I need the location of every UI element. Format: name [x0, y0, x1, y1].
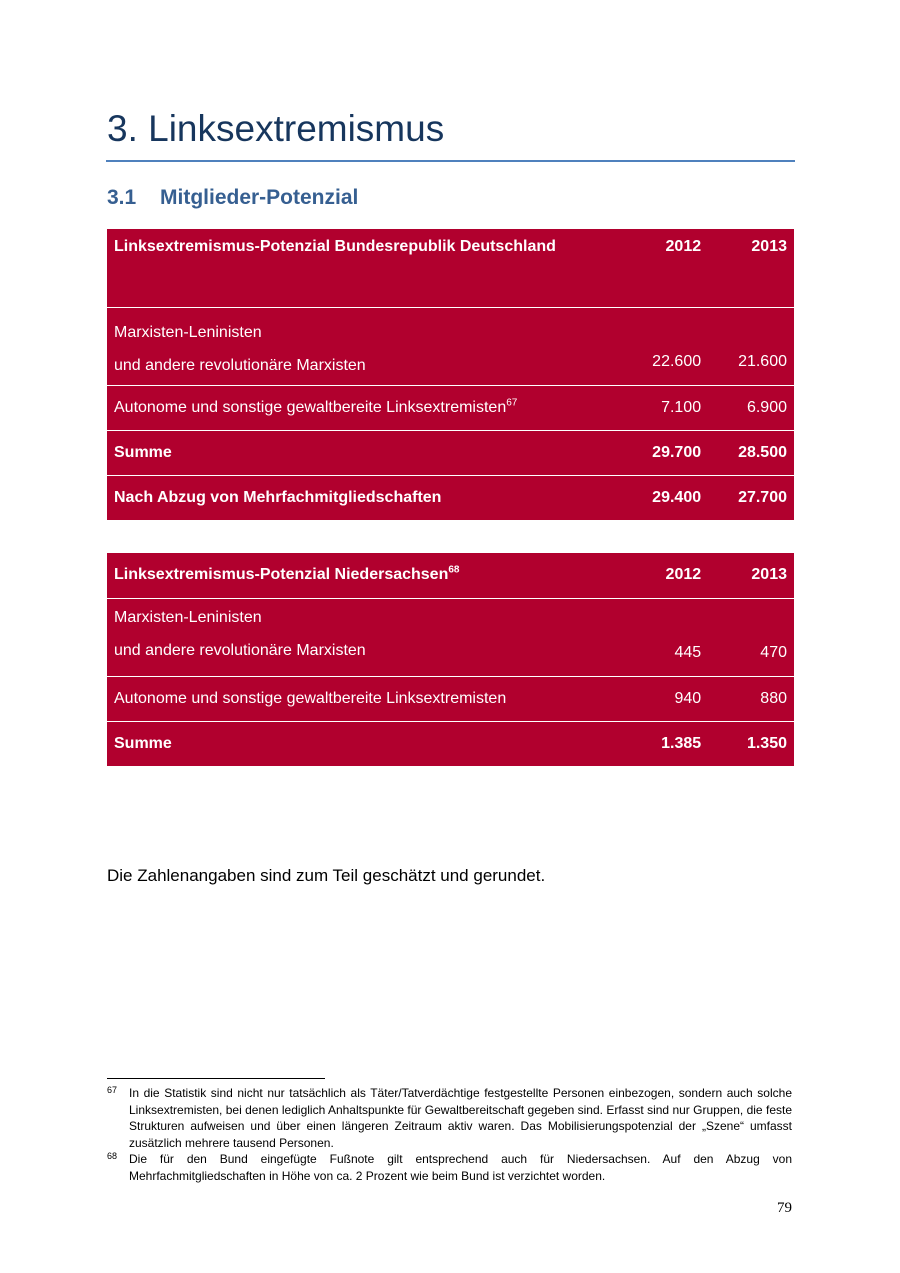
- footnote-rule: [107, 1078, 325, 1079]
- value-2013: 470: [708, 598, 794, 676]
- row-label: [107, 307, 622, 385]
- value-2013: 28.500: [708, 430, 794, 475]
- row-label-line1: Marxisten-Leninisten: [114, 608, 262, 626]
- header-label: [107, 553, 622, 598]
- value-2012: 7.100: [622, 385, 708, 430]
- row-label: Summe: [107, 721, 622, 766]
- row-label: Autonome und sonstige gewaltbereite Linksextremisten: [107, 676, 622, 721]
- value-2013: 27.700: [708, 475, 794, 520]
- header-year-2013: 2013: [751, 238, 787, 255]
- value-2013: 1.350: [708, 721, 794, 766]
- header-year-2012: 2012: [665, 238, 702, 255]
- table-niedersachsen: [107, 553, 794, 766]
- header-year-2013: 2013: [751, 566, 787, 584]
- chapter-rule: [106, 160, 795, 162]
- value-2012: 22.600: [622, 307, 708, 385]
- row-label-line2: und andere revolutionäre Marxisten: [114, 641, 366, 659]
- value-2012: 1.385: [622, 721, 708, 766]
- section-title: [107, 186, 358, 210]
- table-row: [107, 307, 794, 385]
- remark-text: Die Zahlenangaben sind zum Teil geschätzt und gerundet.: [107, 866, 546, 885]
- chapter-title: 3. Linksextremismus: [107, 108, 445, 149]
- value-2012: 29.400: [622, 475, 708, 520]
- row-label: Nach Abzug von Mehrfachmitgliedschaften: [107, 475, 622, 520]
- value-2012: 445: [622, 598, 708, 676]
- page-number: 79: [777, 1200, 792, 1216]
- table-row: [107, 475, 794, 520]
- row-label: Summe: [107, 430, 622, 475]
- value-2013: 6.900: [708, 385, 794, 430]
- header-year-2012: 2012: [665, 566, 702, 584]
- header-label: Linksextremismus-Potenzial Bundesrepublik Deutschland: [114, 238, 556, 255]
- footnote-number: 68: [107, 1151, 118, 1161]
- table-row: [107, 721, 794, 766]
- table-row: [107, 676, 794, 721]
- footnote-text: Die für den Bund eingefügte Fußnote gilt entsprechend auch für Niedersachsen. Auf den Abzug von Mehrfachmitgliedschaften in Höhe von ca. 2 Prozent wie beim Bund ist verzichtet worden.: [129, 1152, 792, 1183]
- section-title-text: Mitglieder-Potenzial: [160, 186, 359, 209]
- table-header-row: [107, 553, 794, 598]
- footnote-ref-67[interactable]: 67: [506, 397, 518, 409]
- value-2013: 880: [708, 676, 794, 721]
- section-number: 3.1: [107, 186, 137, 209]
- table-header-row: [107, 229, 794, 307]
- row-label: [107, 385, 622, 430]
- footnotes: [107, 1085, 792, 1184]
- footnote-68: [107, 1151, 792, 1184]
- header-label-text: Linksextremismus-Potenzial Niedersachsen: [114, 566, 449, 584]
- row-label: [107, 598, 622, 676]
- table-row: [107, 385, 794, 430]
- table-row: [107, 598, 794, 676]
- row-label-line1: Marxisten-Leninisten: [114, 323, 262, 341]
- footnote-ref-68[interactable]: 68: [448, 564, 460, 576]
- footnote-text: In die Statistik sind nicht nur tatsächlich als Täter/Tatverdächtige festgestellte Personen einbezogen, sondern auch solche Linksextremisten, bei denen lediglich Anhaltspunkte für Gewaltbereitschaft gegeben sind. Erfasst sind nur Gruppen, die feste Strukturen aufweisen und über einen längeren Zeitraum aktiv waren. Das Mobilisierungspotenzial der „Szene“ umfasst zusätzlich mehrere tausend Personen.: [129, 1086, 792, 1150]
- row-label-text: Autonome und sonstige gewaltbereite Linksextremisten: [114, 398, 507, 416]
- table-row: [107, 430, 794, 475]
- footnote-67: [107, 1085, 792, 1151]
- value-2012: 940: [622, 676, 708, 721]
- value-2013: 21.600: [708, 307, 794, 385]
- table-bund: [107, 229, 794, 520]
- footnote-number: 67: [107, 1085, 118, 1095]
- row-label-line2: und andere revolutionäre Marxisten: [114, 356, 366, 374]
- value-2012: 29.700: [622, 430, 708, 475]
